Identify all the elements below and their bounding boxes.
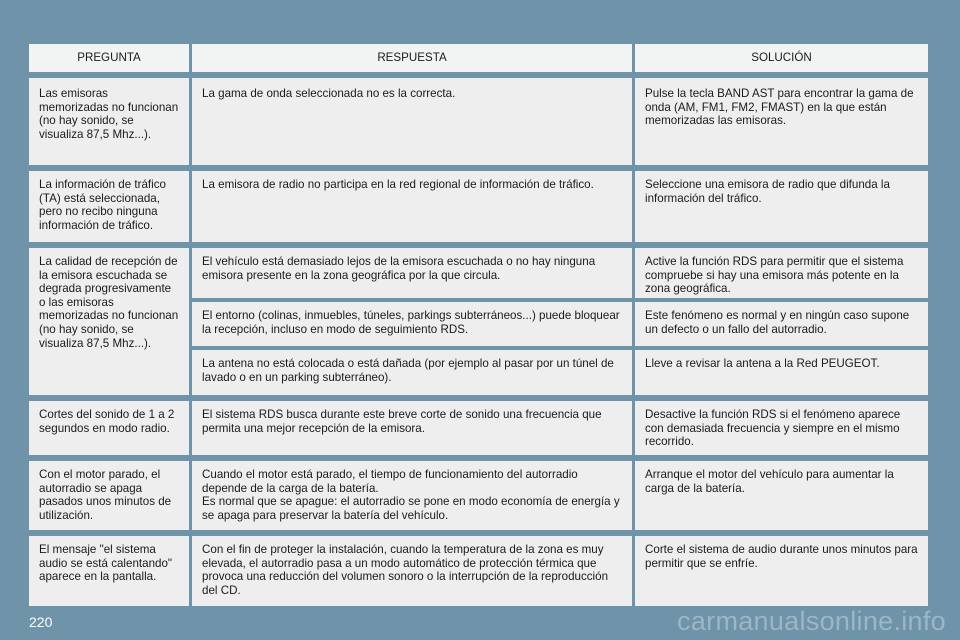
solution-cell: Desactive la función RDS si el fenómeno aparece con demasiada frecuencia y siempre en el mismo recorrido. (635, 401, 928, 455)
sub-row (192, 350, 928, 395)
question-cell: Las emisoras memorizadas no funcionan (no hay sonido, se visualiza 87,5 Mhz...). (29, 78, 189, 165)
question-cell: El mensaje "el sistema audio se está calentando" aparece en la pantalla. (29, 536, 189, 606)
watermark: carmanualsonline.info (677, 606, 946, 636)
table-header (29, 44, 928, 72)
answer-cell: El sistema RDS busca durante este breve corte de sonido una frecuencia que permita una mejor recepción de la emisora. (192, 401, 632, 455)
solution-cell: Pulse la tecla BAND AST para encontrar la gama de onda (AM, FM1, FM2, FMAST) en la que están memorizadas las emisoras. (635, 78, 928, 165)
question-cell: Cortes del sonido de 1 a 2 segundos en modo radio. (29, 401, 189, 455)
answer-cell: La gama de onda seleccionada no es la correcta. (192, 78, 632, 165)
table-row (29, 171, 928, 242)
troubleshooting-table (29, 44, 928, 606)
question-cell: La calidad de recepción de la emisora escuchada se degrada progresivamente o las emisoras memorizadas no funcionan (no hay sonido, se visualiza 87,5 Mhz...). (29, 248, 189, 395)
table-row (29, 248, 928, 395)
solution-cell: Arranque el motor del vehículo para aumentar la carga de la batería. (635, 461, 928, 530)
solution-cell: Corte el sistema de audio durante unos minutos para permitir que se enfríe. (635, 536, 928, 606)
header-solucion: SOLUCIÓN (635, 44, 928, 72)
header-respuesta: RESPUESTA (192, 44, 632, 72)
answer-cell: El vehículo está demasiado lejos de la emisora escuchada o no hay ninguna emisora presente en la zona geográfica por la que circula. (192, 248, 632, 298)
answer-cell: La antena no está colocada o está dañada (por ejemplo al pasar por un túnel de lavado o en un parking subterráneo). (192, 350, 632, 395)
answer-cell: Con el fin de proteger la instalación, cuando la temperatura de la zona es muy elevada, el autorradio pasa a un modo automático de protección térmica que provoca una reducción del volumen sonoro o la interrupción de la reproducción del CD. (192, 536, 632, 606)
solution-cell: Lleve a revisar la antena a la Red PEUGEOT. (635, 350, 928, 395)
answer-cell: La emisora de radio no participa en la red regional de información de tráfico. (192, 171, 632, 242)
answer-cell: Cuando el motor está parado, el tiempo de funcionamiento del autorradio depende de la carga de la batería. Es normal que se apague: el autorradio se pone en modo economía de energía y se apaga para preservar la batería del vehículo. (192, 461, 632, 530)
solution-cell: Este fenómeno es normal y en ningún caso supone un defecto o un fallo del autorradio. (635, 302, 928, 346)
sub-row (192, 302, 928, 346)
table-row (29, 78, 928, 165)
page-number: 220 (29, 614, 53, 630)
solution-cell: Seleccione una emisora de radio que difunda la información del tráfico. (635, 171, 928, 242)
answer-cell: El entorno (colinas, inmuebles, túneles, parkings subterráneos...) puede bloquear la recepción, incluso en modo de seguimiento RDS. (192, 302, 632, 346)
table-row (29, 461, 928, 530)
table-row (29, 401, 928, 455)
sub-row (192, 248, 928, 298)
header-pregunta: PREGUNTA (29, 44, 189, 72)
question-cell: La información de tráfico (TA) está seleccionada, pero no recibo ninguna información de tráfico. (29, 171, 189, 242)
solution-cell: Active la función RDS para permitir que el sistema compruebe si hay una emisora más potente en la zona geográfica. (635, 248, 928, 298)
question-cell: Con el motor parado, el autorradio se apaga pasados unos minutos de utilización. (29, 461, 189, 530)
answer-group (192, 248, 928, 395)
table-row (29, 536, 928, 606)
